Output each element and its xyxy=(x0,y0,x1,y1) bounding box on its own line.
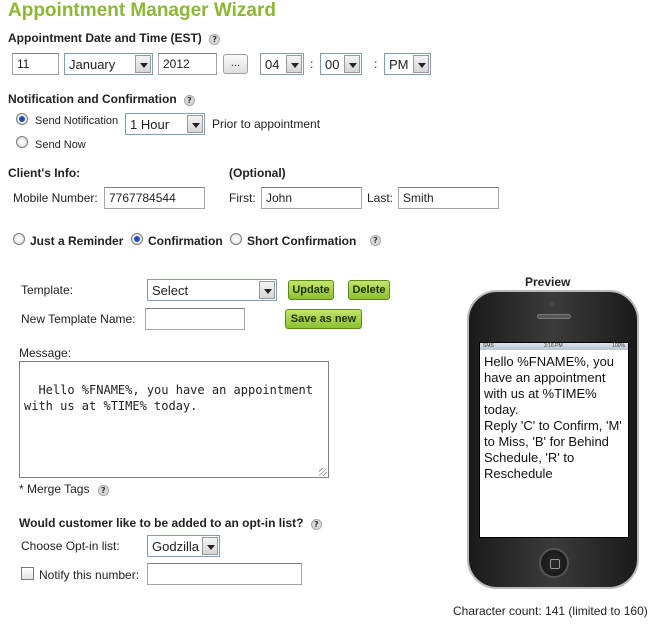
send-notification-radio[interactable] xyxy=(16,113,28,125)
year-input[interactable]: 2012 xyxy=(158,53,217,75)
phone-preview xyxy=(467,290,639,589)
help-icon[interactable]: ? xyxy=(370,235,381,246)
time-separator: : xyxy=(374,57,378,71)
chevron-down-icon xyxy=(286,55,302,73)
minute-select-value: 00 xyxy=(325,57,340,72)
choose-optin-label: Choose Opt-in list: xyxy=(21,539,120,553)
first-name-label: First: xyxy=(229,191,256,205)
chevron-down-icon xyxy=(135,55,151,73)
prior-to-appointment-text: Prior to appointment xyxy=(212,117,321,131)
notification-interval-select[interactable] xyxy=(125,113,205,135)
character-count: Character count: 141 (limited to 160) xyxy=(453,604,648,618)
help-icon[interactable]: ? xyxy=(98,485,109,496)
short-confirmation-label: Short Confirmation xyxy=(247,234,357,248)
notify-number-label: Notify this number: xyxy=(39,568,140,582)
template-label: Template: xyxy=(21,283,74,297)
new-template-name-label: New Template Name: xyxy=(21,312,136,326)
send-now-radio[interactable] xyxy=(16,136,28,148)
short-confirmation-radio[interactable] xyxy=(230,233,242,245)
chevron-down-icon xyxy=(202,537,218,555)
notification-section-label xyxy=(8,92,195,106)
message-label: Message: xyxy=(19,346,72,360)
optin-question: Would customer like to be added to an opt-in list? xyxy=(19,516,304,530)
speaker-icon xyxy=(537,314,571,319)
notify-number-input[interactable] xyxy=(147,563,302,585)
chevron-down-icon xyxy=(259,281,275,299)
chevron-down-icon xyxy=(413,55,429,73)
optin-question-row xyxy=(19,516,322,530)
help-icon[interactable]: ? xyxy=(209,34,220,45)
status-carrier: SMS xyxy=(483,343,494,349)
help-icon[interactable]: ? xyxy=(184,95,195,106)
sms-preview-text: Hello %FNAME%, you have an appointment with us at %TIME% today. Reply 'C' to Confirm, 'M' to Miss, 'B' for Behind Schedule, 'R' to Reschedule xyxy=(484,354,622,481)
optin-list-value: Godzilla xyxy=(152,539,199,554)
datetime-label: Appointment Date and Time (EST) xyxy=(8,31,202,45)
merge-tags-row xyxy=(19,482,109,496)
first-name-input[interactable]: John xyxy=(261,187,362,209)
template-select[interactable] xyxy=(147,279,277,301)
mobile-number-input[interactable]: 7767784544 xyxy=(104,187,205,209)
resize-handle-icon[interactable] xyxy=(319,468,327,476)
template-select-value: Select xyxy=(152,283,189,298)
status-battery: 100% xyxy=(612,343,625,349)
month-select[interactable] xyxy=(64,53,153,75)
optin-list-select[interactable] xyxy=(147,535,220,557)
message-textarea[interactable] xyxy=(19,361,329,478)
message-text: Hello %FNAME%, you have an appointment with us at %TIME% today. xyxy=(24,383,313,413)
phone-status-bar xyxy=(480,343,628,350)
datetime-section-label xyxy=(8,31,220,45)
notification-interval-value: 1 Hour xyxy=(130,117,170,132)
optional-label: (Optional) xyxy=(229,166,286,180)
confirmation-label: Confirmation xyxy=(148,234,223,248)
chevron-down-icon xyxy=(344,55,360,73)
phone-screen xyxy=(479,342,629,538)
ampm-select[interactable] xyxy=(384,53,431,75)
chevron-down-icon xyxy=(187,115,203,133)
client-info-label: Client's Info: xyxy=(8,166,81,180)
notify-number-checkbox[interactable] xyxy=(21,567,34,580)
help-icon[interactable]: ? xyxy=(311,519,322,530)
update-button[interactable]: Update xyxy=(288,280,334,300)
hour-select-value: 04 xyxy=(265,57,280,72)
home-button-icon xyxy=(539,548,569,578)
month-select-value: January xyxy=(69,57,116,72)
preview-label: Preview xyxy=(525,275,571,289)
just-reminder-label: Just a Reminder xyxy=(30,234,124,248)
last-name-input[interactable]: Smith xyxy=(398,187,499,209)
day-input[interactable]: 11 xyxy=(12,53,59,75)
delete-button[interactable]: Delete xyxy=(348,280,390,300)
new-template-name-input[interactable] xyxy=(145,308,245,330)
confirmation-radio[interactable] xyxy=(131,233,143,245)
last-name-label: Last: xyxy=(367,191,394,205)
mobile-number-label: Mobile Number: xyxy=(13,191,98,205)
ampm-select-value: PM xyxy=(389,57,409,72)
status-time: 3:16 PM xyxy=(544,343,563,349)
send-now-label: Send Now xyxy=(35,139,86,151)
merge-tags-label: * Merge Tags xyxy=(19,482,90,496)
just-reminder-radio[interactable] xyxy=(13,233,25,245)
minute-select[interactable] xyxy=(320,53,362,75)
send-notification-label: Send Notification xyxy=(35,115,119,127)
page-title: Appointment Manager Wizard xyxy=(8,0,276,21)
notification-label: Notification and Confirmation xyxy=(8,92,177,106)
hour-select[interactable] xyxy=(260,53,304,75)
camera-icon xyxy=(549,301,555,307)
time-separator: : xyxy=(310,57,314,71)
save-as-new-button[interactable]: Save as new xyxy=(285,309,362,329)
date-picker-button[interactable]: ... xyxy=(223,54,248,74)
